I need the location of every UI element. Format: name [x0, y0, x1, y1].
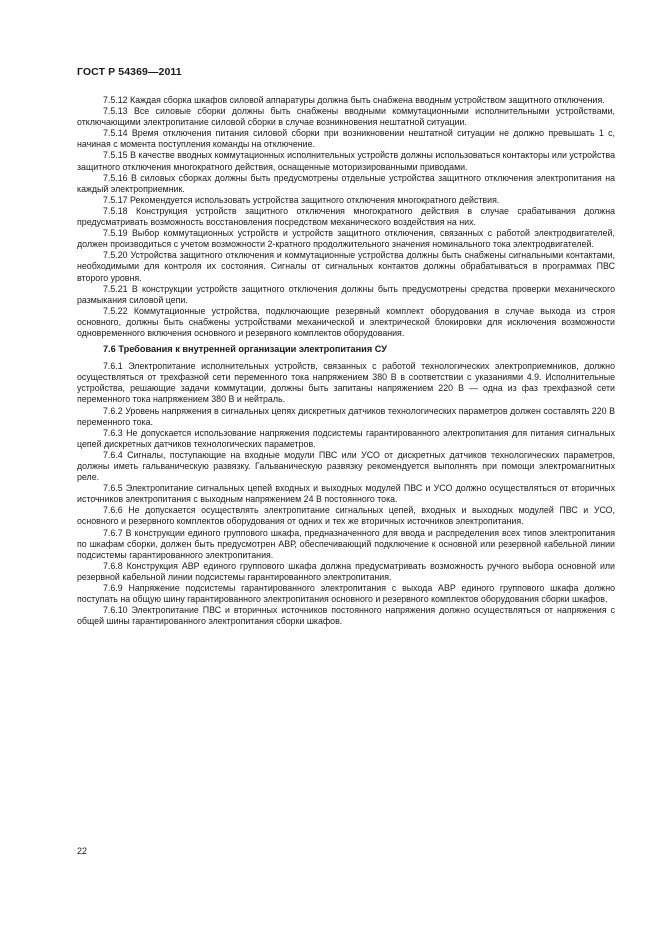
- paragraph-7-5-17: 7.5.17 Рекомендуется использовать устройства защитного отключения многократного действия.: [103, 194, 500, 205]
- paragraph-7-5-19: 7.5.19 Выбор коммутационных устройств и устройств защитного отключения, связанных с работой электродвигателей, должен производиться с учетом возможности 2-кратного продолжительного значения номинального тока электродвигателей.: [77, 228, 615, 250]
- page-number: 22: [77, 846, 88, 856]
- section-heading-7-6: 7.6 Требования к внутренней организации электропитания СУ: [103, 344, 387, 355]
- paragraph-7-5-16: 7.5.16 В силовых сборках должны быть предусмотрены отдельные устройства защитного отключения электропитания на каждый электроприемник.: [77, 172, 615, 194]
- paragraph-7-6-3: 7.6.3 Не допускается использование напряжения подсистемы гарантированного электропитания для питания сигнальных цепей дискретных датчиков технологических параметров.: [77, 427, 615, 449]
- paragraph-7-6-10: 7.6.10 Электропитание ПВС и вторичных источников постоянного напряжения должно осуществляться от напряжения с общей шины гарантированного электропитания сборки шкафов.: [77, 605, 615, 627]
- paragraph-7-5-21: 7.5.21 В конструкции устройств защитного отключения должны быть предусмотрены средства проверки механического размыкания силовой цепи.: [77, 283, 615, 305]
- document-header-title: ГОСТ Р 54369—2011: [77, 66, 182, 78]
- paragraph-7-6-1: 7.6.1 Электропитание исполнительных устройств, связанных с работой технологических электроприемников, должно осуществляться от трехфазной сети переменного тока напряжением 380 В в соответствии с указаниями 4.9. Исполнительные устройства, решающие задачи коммутации, должны быть запитаны напряжением 220 В — одна из фаз трехфазной сети переменного тока напряжением 380 В и нейтраль.: [77, 361, 615, 405]
- paragraph-7-5-18: 7.5.18 Конструкция устройств защитного отключения многократного действия в случае срабатывания должна предусматривать возможность восстановления посредством механического воздействия на них.: [77, 205, 615, 228]
- paragraph-7-6-9: 7.6.9 Напряжение подсистемы гарантированного электропитания с выхода АВР единого группового шкафа должно поступать на общую шину гарантированного электропитания основного и резервного комплектов оборудования сборки шкафов.: [77, 583, 615, 605]
- paragraph-7-5-13: 7.5.13 Все силовые сборки должны быть снабжены вводными коммутационными исполнительными устройствами, отключающими электропитание силовой сборки в случае возникновения нештатной ситуации.: [77, 106, 615, 128]
- paragraph-7-5-15: 7.5.15 В качестве вводных коммутационных исполнительных устройств должны использоваться контакторы или устройства защитного отключения многократного действия, оснащенные моторизированными приводами.: [77, 150, 615, 172]
- paragraph-7-6-4: 7.6.4 Сигналы, поступающие на входные модули ПВС или УСО от дискретных датчиков технологических параметров, должны иметь гальваническую развязку. Гальваническую развязку рекомендуется выполнять при помощи электромагнитных реле.: [77, 449, 615, 483]
- paragraph-7-5-22: 7.5.22 Коммутационные устройства, подключающие резервный комплект оборудования в случае выхода из строя основного, должны быть снабжены устройствами механической и электрической блокировки для исключения возможности одновременного включения основного и резервного комплектов оборудования.: [77, 305, 615, 338]
- paragraph-7-6-8: 7.6.8 Конструкция АВР единого группового шкафа должна предусматривать возможность ручного выбора основной или резервной кабельной линии подсистемы гарантированного электропитания.: [77, 560, 615, 582]
- paragraph-7-6-7: 7.6.7 В конструкции единого группового шкафа, предназначенного для ввода и распределения всех типов электропитания по шкафам сборки, должен быть предусмотрен АВР, обеспечивающий подключение к основной или резервной кабельной линии подсистемы гарантированного электропитания.: [77, 527, 615, 560]
- paragraph-7-5-20: 7.5.20 Устройства защитного отключения и коммутационные устройства должны быть снабжены сигнальными контактами, необходимыми для контроля их состояния. Сигналы от сигнальных контактов должны обрабатываться в программах ПВС второго уровня.: [77, 250, 615, 283]
- paragraph-7-6-6: 7.6.6 Не допускается осуществлять электропитание сигнальных цепей, входных и выходных модулей ПВС и УСО, основного и резервного комплектов оборудования от одних и тех же вторичных источников электропитания.: [77, 505, 615, 527]
- paragraph-7-6-2: 7.6.2 Уровень напряжения в сигнальных цепях дискретных датчиков технологических параметров должен составлять 220 В переменного тока.: [77, 405, 615, 427]
- paragraph-7-5-12: 7.5.12 Каждая сборка шкафов силовой аппаратуры должна быть снабжена вводным устройством защитного отключения.: [103, 95, 605, 105]
- paragraph-7-5-14: 7.5.14 Время отключения питания силовой сборки при возникновении нештатной ситуации не должно превышать 1 с, начиная с момента поступления команды на отключение.: [77, 128, 615, 150]
- document-body: [77, 95, 615, 627]
- paragraph-7-6-5: 7.6.5 Электропитание сигнальных цепей входных и выходных модулей ПВС и УСО должно осуществляться от вторичных источников электропитания с выходным напряжением 24 В постоянного тока.: [77, 483, 615, 505]
